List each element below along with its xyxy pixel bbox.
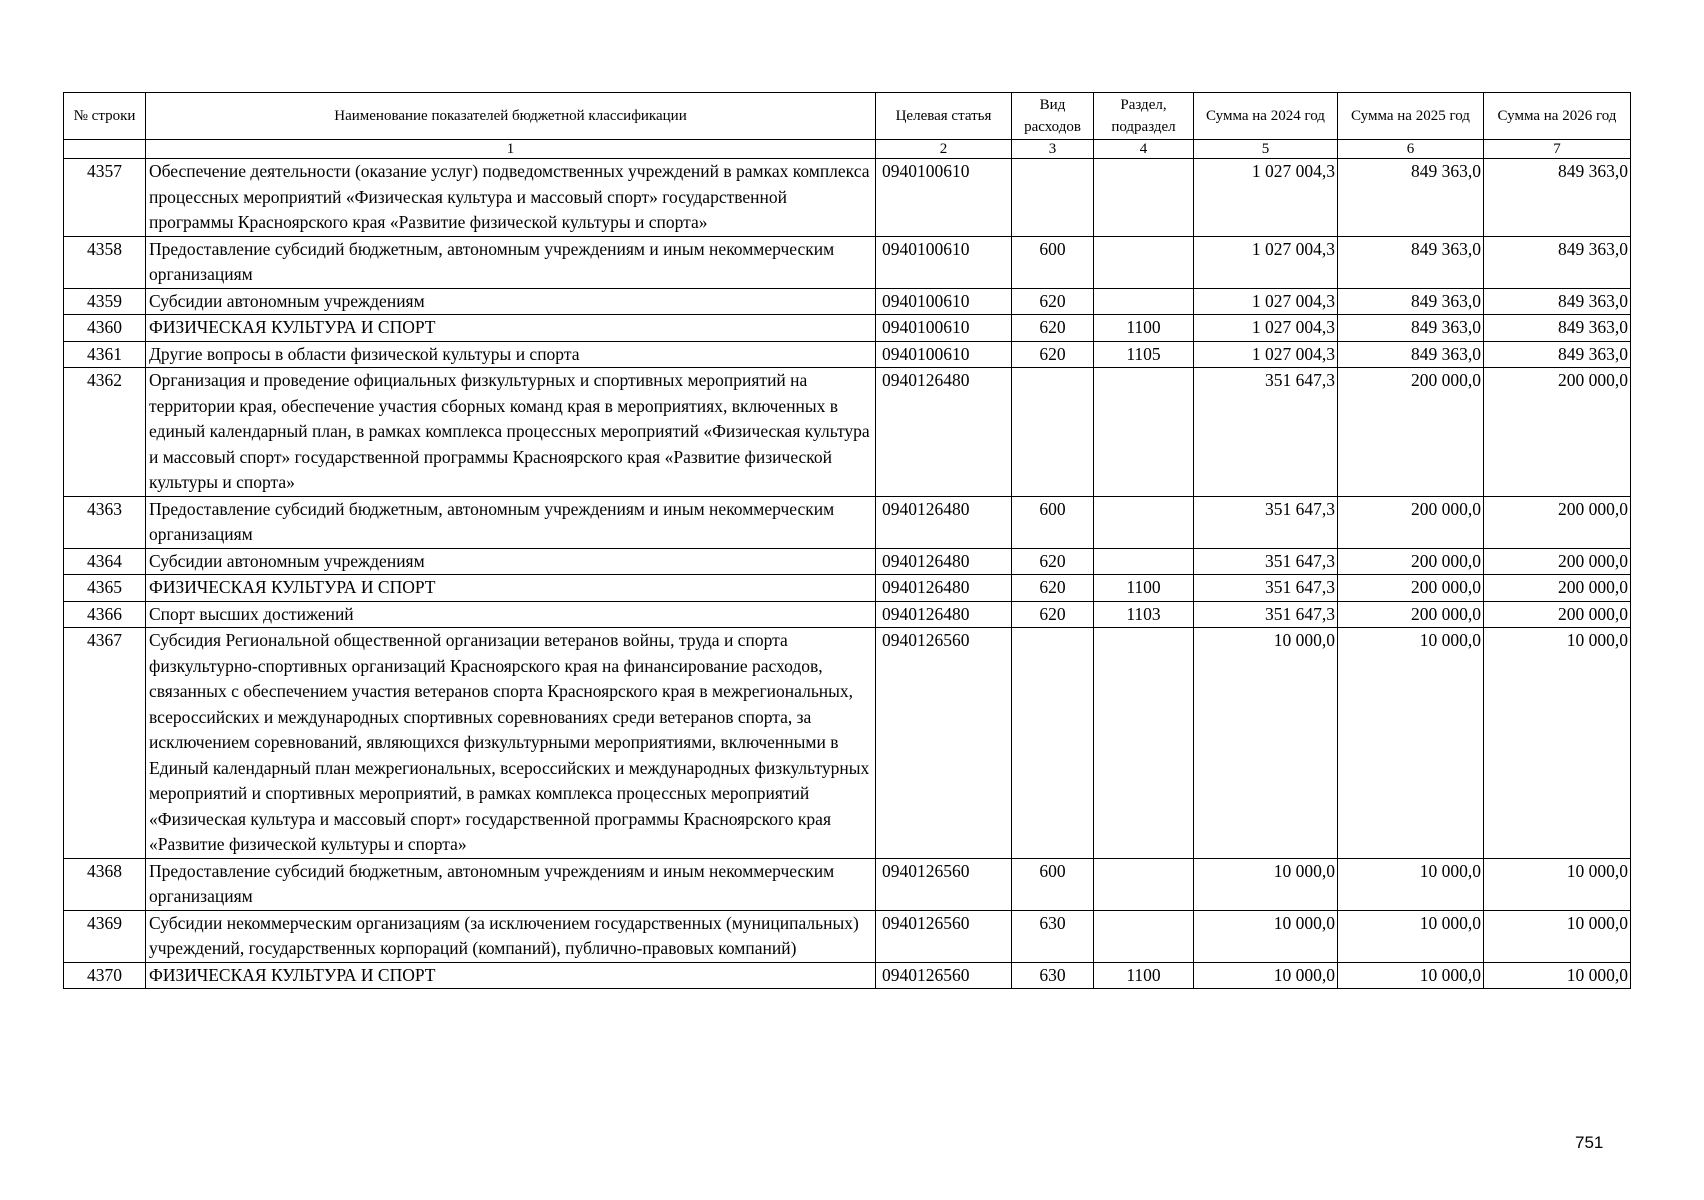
row-sum-2026: 200 000,0	[1484, 368, 1631, 497]
row-sum-2024: 1 027 004,3	[1194, 315, 1338, 342]
row-name: Другие вопросы в области физической культуры и спорта	[146, 341, 876, 368]
row-target-code: 0940100610	[876, 159, 1012, 237]
row-sum-2026: 10 000,0	[1484, 858, 1631, 910]
row-sum-2026: 10 000,0	[1484, 910, 1631, 962]
row-sum-2025: 200 000,0	[1338, 575, 1484, 602]
row-number: 4369	[64, 910, 146, 962]
row-sum-2024: 1 027 004,3	[1194, 288, 1338, 315]
row-sum-2026: 849 363,0	[1484, 341, 1631, 368]
column-number-row	[64, 140, 1631, 159]
row-name: ФИЗИЧЕСКАЯ КУЛЬТУРА И СПОРТ	[146, 575, 876, 602]
row-sum-2024: 1 027 004,3	[1194, 236, 1338, 288]
row-sum-2024: 10 000,0	[1194, 628, 1338, 859]
row-expense-type: 620	[1012, 601, 1094, 628]
row-number: 4367	[64, 628, 146, 859]
row-sum-2025: 200 000,0	[1338, 601, 1484, 628]
row-expense-type: 600	[1012, 496, 1094, 548]
row-sum-2024: 351 647,3	[1194, 496, 1338, 548]
row-sum-2024: 1 027 004,3	[1194, 159, 1338, 237]
table-row	[64, 962, 1631, 989]
row-expense-type: 630	[1012, 910, 1094, 962]
table-row	[64, 341, 1631, 368]
table-row	[64, 548, 1631, 575]
row-number: 4365	[64, 575, 146, 602]
column-number: 4	[1094, 140, 1194, 159]
row-expense-type: 600	[1012, 858, 1094, 910]
row-name: Спорт высших достижений	[146, 601, 876, 628]
row-name: Субсидия Региональной общественной организации ветеранов войны, труда и спорта физкультурно-спортивных организаций Красноярского края на финансирование расходов, связанных с обеспечением участия ветеранов спорта Красноярского края в межрегиональных, всероссийских и международных спортивных соревнованиях среди ветеранов спорта, за исключением соревнований, являющихся физкультурными мероприятиями, включенными в Единый календарный план межрегиональных, всероссийских и международных физкультурных мероприятий и спортивных мероприятий, в рамках комплекса процессных мероприятий «Физическая культура и массовый спорт» государственной программы Красноярского края «Развитие физической культуры и спорта»	[146, 628, 876, 859]
row-section	[1094, 496, 1194, 548]
row-name: Предоставление субсидий бюджетным, автономным учреждениям и иным некоммерческим организациям	[146, 858, 876, 910]
row-target-code: 0940126480	[876, 496, 1012, 548]
row-number: 4368	[64, 858, 146, 910]
row-sum-2025: 10 000,0	[1338, 962, 1484, 989]
row-sum-2024: 351 647,3	[1194, 548, 1338, 575]
row-section	[1094, 628, 1194, 859]
header-sum-2024: Сумма на 2024 год	[1194, 93, 1338, 140]
row-name: ФИЗИЧЕСКАЯ КУЛЬТУРА И СПОРТ	[146, 962, 876, 989]
table-row	[64, 236, 1631, 288]
row-target-code: 0940100610	[876, 315, 1012, 342]
row-sum-2026: 200 000,0	[1484, 575, 1631, 602]
header-sum-2025: Сумма на 2025 год	[1338, 93, 1484, 140]
row-sum-2024: 1 027 004,3	[1194, 341, 1338, 368]
table-row	[64, 628, 1631, 859]
table-row	[64, 601, 1631, 628]
row-expense-type: 620	[1012, 288, 1094, 315]
row-number: 4370	[64, 962, 146, 989]
column-number	[64, 140, 146, 159]
row-section: 1105	[1094, 341, 1194, 368]
row-name: Субсидии автономным учреждениям	[146, 548, 876, 575]
row-number: 4360	[64, 315, 146, 342]
table-row	[64, 910, 1631, 962]
row-expense-type	[1012, 368, 1094, 497]
row-sum-2025: 200 000,0	[1338, 368, 1484, 497]
row-sum-2025: 10 000,0	[1338, 628, 1484, 859]
row-target-code: 0940126480	[876, 575, 1012, 602]
row-target-code: 0940126560	[876, 910, 1012, 962]
row-number: 4363	[64, 496, 146, 548]
row-name: Субсидии некоммерческим организациям (за исключением государственных (муниципальных) учреждений, государственных корпораций (компаний), публично-правовых компаний)	[146, 910, 876, 962]
header-row-no: № строки	[64, 93, 146, 140]
row-sum-2026: 200 000,0	[1484, 548, 1631, 575]
row-sum-2026: 849 363,0	[1484, 159, 1631, 237]
row-section: 1100	[1094, 575, 1194, 602]
row-sum-2024: 351 647,3	[1194, 368, 1338, 497]
row-name: Предоставление субсидий бюджетным, автономным учреждениям и иным некоммерческим организациям	[146, 496, 876, 548]
column-number: 7	[1484, 140, 1631, 159]
row-sum-2026: 849 363,0	[1484, 236, 1631, 288]
row-number: 4362	[64, 368, 146, 497]
row-sum-2025: 849 363,0	[1338, 315, 1484, 342]
row-sum-2024: 10 000,0	[1194, 858, 1338, 910]
row-expense-type: 620	[1012, 548, 1094, 575]
row-name: Предоставление субсидий бюджетным, автономным учреждениям и иным некоммерческим организациям	[146, 236, 876, 288]
row-target-code: 0940126560	[876, 628, 1012, 859]
row-target-code: 0940126480	[876, 548, 1012, 575]
table-body	[64, 159, 1631, 989]
header-expense-type: Вид расходов	[1012, 93, 1094, 140]
row-target-code: 0940126560	[876, 962, 1012, 989]
row-expense-type: 630	[1012, 962, 1094, 989]
row-section	[1094, 548, 1194, 575]
row-number: 4364	[64, 548, 146, 575]
row-section: 1100	[1094, 315, 1194, 342]
row-target-code: 0940126560	[876, 858, 1012, 910]
row-expense-type: 600	[1012, 236, 1094, 288]
column-number: 1	[146, 140, 876, 159]
row-section: 1103	[1094, 601, 1194, 628]
row-sum-2025: 849 363,0	[1338, 236, 1484, 288]
row-sum-2025: 849 363,0	[1338, 288, 1484, 315]
row-name: ФИЗИЧЕСКАЯ КУЛЬТУРА И СПОРТ	[146, 315, 876, 342]
row-name: Организация и проведение официальных физкультурных и спортивных мероприятий на территории края, обеспечение участия сборных команд края в мероприятиях, включенных в единый календарный план, в рамках комплекса процессных мероприятий «Физическая культура и массовый спорт» государственной программы Красноярского края «Развитие физической культуры и спорта»	[146, 368, 876, 497]
row-sum-2024: 351 647,3	[1194, 601, 1338, 628]
row-section	[1094, 288, 1194, 315]
row-sum-2026: 200 000,0	[1484, 496, 1631, 548]
row-number: 4357	[64, 159, 146, 237]
header-section: Раздел, подраздел	[1094, 93, 1194, 140]
row-section	[1094, 159, 1194, 237]
header-name: Наименование показателей бюджетной классификации	[146, 93, 876, 140]
budget-table	[63, 92, 1631, 989]
row-section	[1094, 368, 1194, 497]
row-sum-2025: 200 000,0	[1338, 548, 1484, 575]
table-row	[64, 288, 1631, 315]
row-sum-2024: 10 000,0	[1194, 910, 1338, 962]
row-expense-type	[1012, 159, 1094, 237]
table-row	[64, 575, 1631, 602]
page-number: 751	[1575, 1133, 1604, 1152]
row-target-code: 0940126480	[876, 368, 1012, 497]
row-target-code: 0940100610	[876, 236, 1012, 288]
row-number: 4366	[64, 601, 146, 628]
row-sum-2024: 351 647,3	[1194, 575, 1338, 602]
column-number: 3	[1012, 140, 1094, 159]
column-number: 2	[876, 140, 1012, 159]
row-sum-2025: 10 000,0	[1338, 858, 1484, 910]
table-row	[64, 496, 1631, 548]
row-section	[1094, 236, 1194, 288]
row-expense-type: 620	[1012, 341, 1094, 368]
row-target-code: 0940100610	[876, 288, 1012, 315]
row-expense-type: 620	[1012, 575, 1094, 602]
header-target: Целевая статья	[876, 93, 1012, 140]
row-sum-2025: 849 363,0	[1338, 341, 1484, 368]
row-sum-2024: 10 000,0	[1194, 962, 1338, 989]
table-row	[64, 159, 1631, 237]
row-number: 4361	[64, 341, 146, 368]
row-target-code: 0940126480	[876, 601, 1012, 628]
row-section	[1094, 910, 1194, 962]
row-section: 1100	[1094, 962, 1194, 989]
row-expense-type	[1012, 628, 1094, 859]
column-number: 6	[1338, 140, 1484, 159]
header-row	[64, 93, 1631, 140]
column-number: 5	[1194, 140, 1338, 159]
row-sum-2025: 200 000,0	[1338, 496, 1484, 548]
row-sum-2025: 10 000,0	[1338, 910, 1484, 962]
row-expense-type: 620	[1012, 315, 1094, 342]
table-row	[64, 368, 1631, 497]
table-row	[64, 315, 1631, 342]
row-section	[1094, 858, 1194, 910]
row-sum-2026: 849 363,0	[1484, 288, 1631, 315]
row-sum-2026: 10 000,0	[1484, 962, 1631, 989]
row-target-code: 0940100610	[876, 341, 1012, 368]
row-sum-2025: 849 363,0	[1338, 159, 1484, 237]
row-name: Субсидии автономным учреждениям	[146, 288, 876, 315]
row-name: Обеспечение деятельности (оказание услуг) подведомственных учреждений в рамках комплекса процессных мероприятий «Физическая культура и массовый спорт» государственной программы Красноярского края «Развитие физической культуры и спорта»	[146, 159, 876, 237]
row-sum-2026: 10 000,0	[1484, 628, 1631, 859]
header-sum-2026: Сумма на 2026 год	[1484, 93, 1631, 140]
row-sum-2026: 200 000,0	[1484, 601, 1631, 628]
row-number: 4358	[64, 236, 146, 288]
row-sum-2026: 849 363,0	[1484, 315, 1631, 342]
row-number: 4359	[64, 288, 146, 315]
table-header	[64, 93, 1631, 159]
table-row	[64, 858, 1631, 910]
